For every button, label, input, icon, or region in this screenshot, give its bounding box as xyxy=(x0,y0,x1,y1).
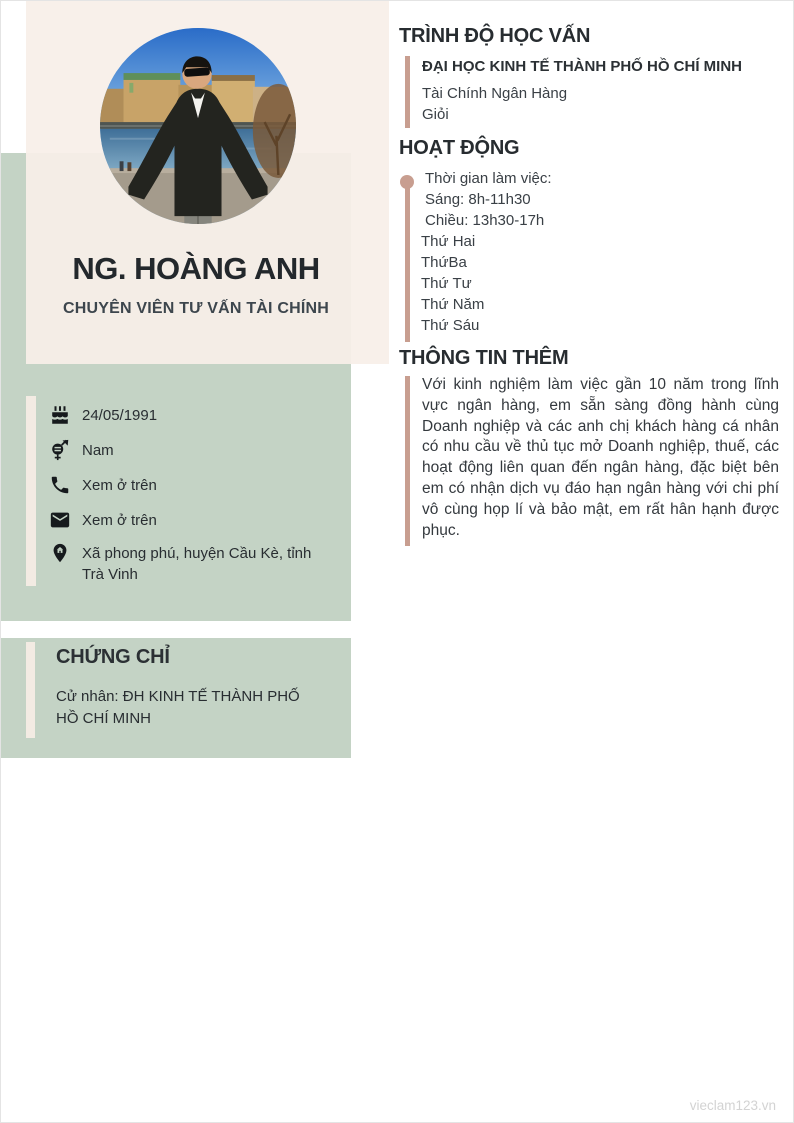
workday-item: Thứ Tư xyxy=(421,275,472,292)
info-row-phone xyxy=(49,474,337,496)
activities-timeline-bar xyxy=(405,182,410,342)
location-pin-icon xyxy=(49,542,71,564)
address-value: Xã phong phú, huyện Cầu Kè, tỉnh Trà Vinh xyxy=(82,545,312,583)
info-row-email xyxy=(49,509,337,531)
certificates-heading: CHỨNG CHỈ xyxy=(56,646,170,668)
candidate-name: NG. HOÀNG ANH xyxy=(72,251,320,286)
candidate-job-title: CHUYÊN VIÊN TƯ VẤN TÀI CHÍNH xyxy=(63,300,329,317)
birthday-value: 24/05/1991 xyxy=(82,407,158,424)
education-major: Tài Chính Ngân Hàng xyxy=(422,85,568,102)
gender-icon xyxy=(49,439,71,461)
education-heading: TRÌNH ĐỘ HỌC VẤN xyxy=(399,25,591,47)
certificates-accent-bar xyxy=(26,642,35,738)
more-info-accent-bar xyxy=(405,376,410,546)
schedule-line: Chiều: 13h30-17h xyxy=(425,212,545,229)
workday-item: ThứBa xyxy=(421,254,467,271)
schedule-line: Sáng: 8h-11h30 xyxy=(425,191,531,208)
workday-item: Thứ Hai xyxy=(421,233,476,250)
schedule-line: Thời gian làm việc: xyxy=(425,170,552,187)
more-info-paragraph: Với kinh nghiệm làm việc gần 10 năm trong lĩnh vực ngân hàng, em sẵn sàng đồng hành cùng Doanh nghiệp và các anh chị khách hàng cá nhân có nhu cầu về thủ tục mở Doanh nghiệp, thuế, các hoạt động liên quan đến ngân hàng, đặc biệt bên em có nhận dịch vụ đáo hạn ngân hàng với chi phí vô cùng họp lí và bảo mật, em rất hân hạnh được phục. xyxy=(422,376,779,539)
gender-value: Nam xyxy=(82,442,114,459)
profile-photo xyxy=(100,28,296,224)
education-grade: Giỏi xyxy=(422,106,449,123)
phone-icon xyxy=(49,474,71,496)
education-school: ĐẠI HỌC KINH TẾ THÀNH PHỐ HỒ CHÍ MINH xyxy=(422,58,742,75)
info-row-address xyxy=(49,542,337,585)
activities-list xyxy=(421,168,552,336)
certificates-text: Cử nhân: ĐH KINH TẾ THÀNH PHỐ HỒ CHÍ MINH xyxy=(56,688,300,727)
mail-icon xyxy=(49,509,71,531)
more-info-heading: THÔNG TIN THÊM xyxy=(399,347,569,369)
personal-info-accent-bar xyxy=(26,396,36,586)
education-accent-bar xyxy=(405,56,410,128)
phone-value: Xem ở trên xyxy=(82,477,157,494)
profile-photo-illustration xyxy=(100,28,296,224)
workday-item: Thứ Năm xyxy=(421,296,485,313)
info-row-gender xyxy=(49,439,337,461)
workday-item: Thứ Sáu xyxy=(421,317,480,334)
activities-heading: HOẠT ĐỘNG xyxy=(399,137,520,159)
watermark: vieclam123.vn xyxy=(689,1098,776,1113)
info-row-birthday xyxy=(49,404,337,426)
email-value: Xem ở trên xyxy=(82,512,157,529)
birthday-cake-icon xyxy=(49,404,71,426)
